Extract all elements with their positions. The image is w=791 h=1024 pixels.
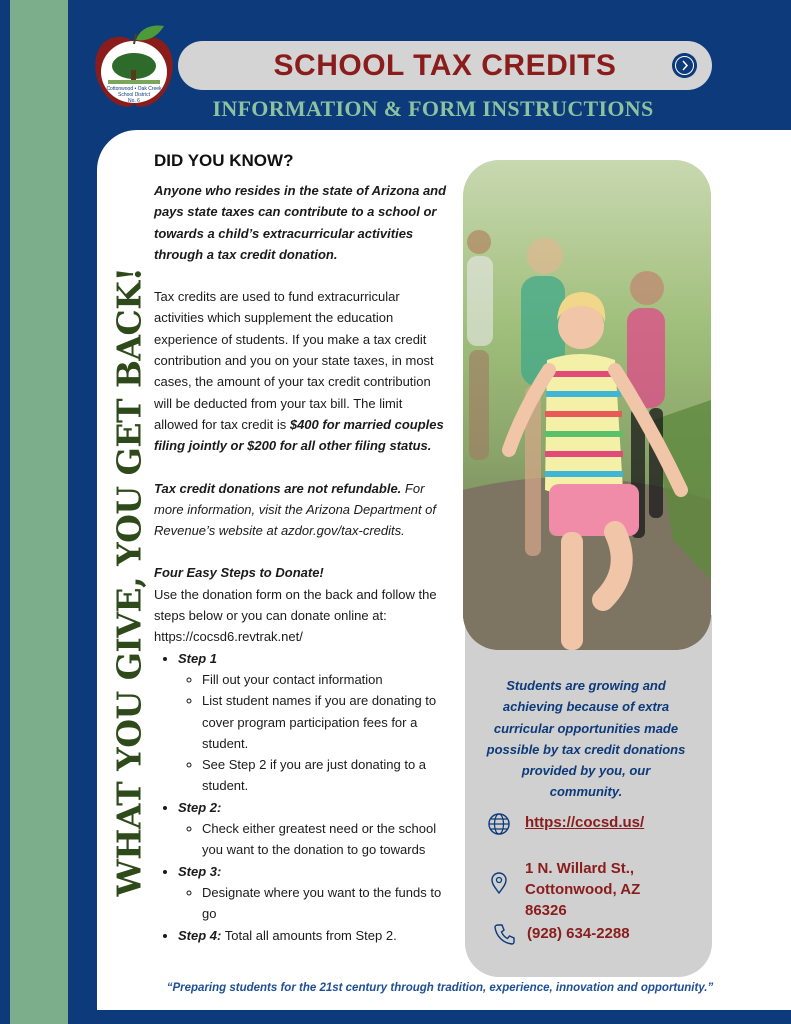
step-2-label: Step 2:	[178, 799, 222, 815]
did-you-know-heading: DID YOU KNOW?	[154, 151, 294, 170]
refund-info: For more information, visit the Arizona Department of Revenue’s website at azdor.gov/tax-credits.	[154, 480, 437, 539]
step-3-label: Step 3:	[178, 863, 222, 879]
logo-text-line3: No. 6	[128, 98, 140, 104]
list-item: ◦ See Step 2 if you are just donating to a student.	[202, 754, 449, 797]
children-running-photo	[463, 160, 711, 650]
refund-paragraph	[154, 478, 449, 542]
side-banner-text: WHAT YOU GIVE, YOU GET BACK!	[109, 267, 149, 897]
chevron-right-icon[interactable]	[672, 53, 697, 78]
address-line-3: 86326	[525, 902, 567, 919]
refund-notice: Tax credit donations are not refundable.	[154, 480, 402, 496]
website-link[interactable]: https://cocsd.us/	[525, 814, 645, 831]
phone-icon	[493, 922, 517, 946]
step-1-label: Step 1	[178, 650, 218, 666]
steps-list	[154, 648, 449, 946]
card-quote: Students are growing and achieving because of extra curricular opportunities made possible by tax credit donations provided by you, our community.	[486, 678, 686, 800]
intro-paragraph: Anyone who resides in the state of Arizona and pays state taxes can contribute to a school or towards a child’s extracurricular activities through a tax credit donation.	[154, 183, 447, 262]
list-item: ◦ List student names if you are donating to cover program participation fees for a student.	[202, 690, 449, 754]
globe-icon	[487, 812, 511, 836]
step-3	[178, 861, 449, 925]
list-item: ◦ Fill out your contact information	[202, 669, 449, 690]
step-3-items	[178, 882, 449, 925]
left-green-strip	[10, 0, 68, 1024]
district-logo	[92, 22, 176, 110]
address-line-2: Cottonwood, AZ	[525, 881, 641, 898]
steps-intro: Use the donation form on the back and follow the steps below or you can donate online at: https://cocsd6.revtrak.net/	[154, 586, 437, 645]
tax-credit-limit: $400 for married couples filing jointly or $200 for all other filing status.	[154, 416, 444, 454]
phone-number: (928) 634-2288	[527, 925, 630, 942]
page-title: SCHOOL TAX CREDITS	[273, 49, 617, 82]
logo-text-line1: Cottonwood • Oak Creek	[106, 86, 162, 92]
page-subtitle: INFORMATION & FORM INSTRUCTIONS	[212, 96, 654, 121]
logo-text-line2: School District	[118, 92, 150, 98]
address-line-1: 1 N. Willard St.,	[525, 860, 635, 877]
step-2	[178, 797, 449, 861]
step-1	[178, 648, 449, 797]
step-4-label: Step 4:	[178, 927, 222, 943]
step-1-items	[178, 669, 449, 797]
list-item: ◦ Check either greatest need or the school you want to the donation to go towards	[202, 818, 449, 861]
main-column	[154, 150, 449, 946]
tax-credit-text: Tax credits are used to fund extracurricular activities which supplement the education experience of students. If you make a tax credit contribution and you on your state taxes, in most cases, the amount of your tax credit contribution will be deducted from your tax bill. The limit allowed for tax credit is	[154, 289, 434, 432]
step-2-items	[178, 818, 449, 861]
side-banner	[105, 245, 153, 920]
list-item: ◦ Designate where you want to the funds to go	[202, 882, 449, 925]
location-pin-icon	[487, 871, 511, 895]
step-4	[178, 925, 449, 946]
tax-credit-paragraph	[154, 286, 449, 456]
title-banner	[178, 41, 712, 90]
footer-motto: “Preparing students for the 21st century through tradition, experience, innovation and opportunity.”	[166, 982, 714, 994]
steps-heading: Four Easy Steps to Donate!	[154, 565, 324, 581]
step-4-text: Total all amounts from Step 2.	[221, 927, 397, 943]
address	[525, 858, 685, 921]
